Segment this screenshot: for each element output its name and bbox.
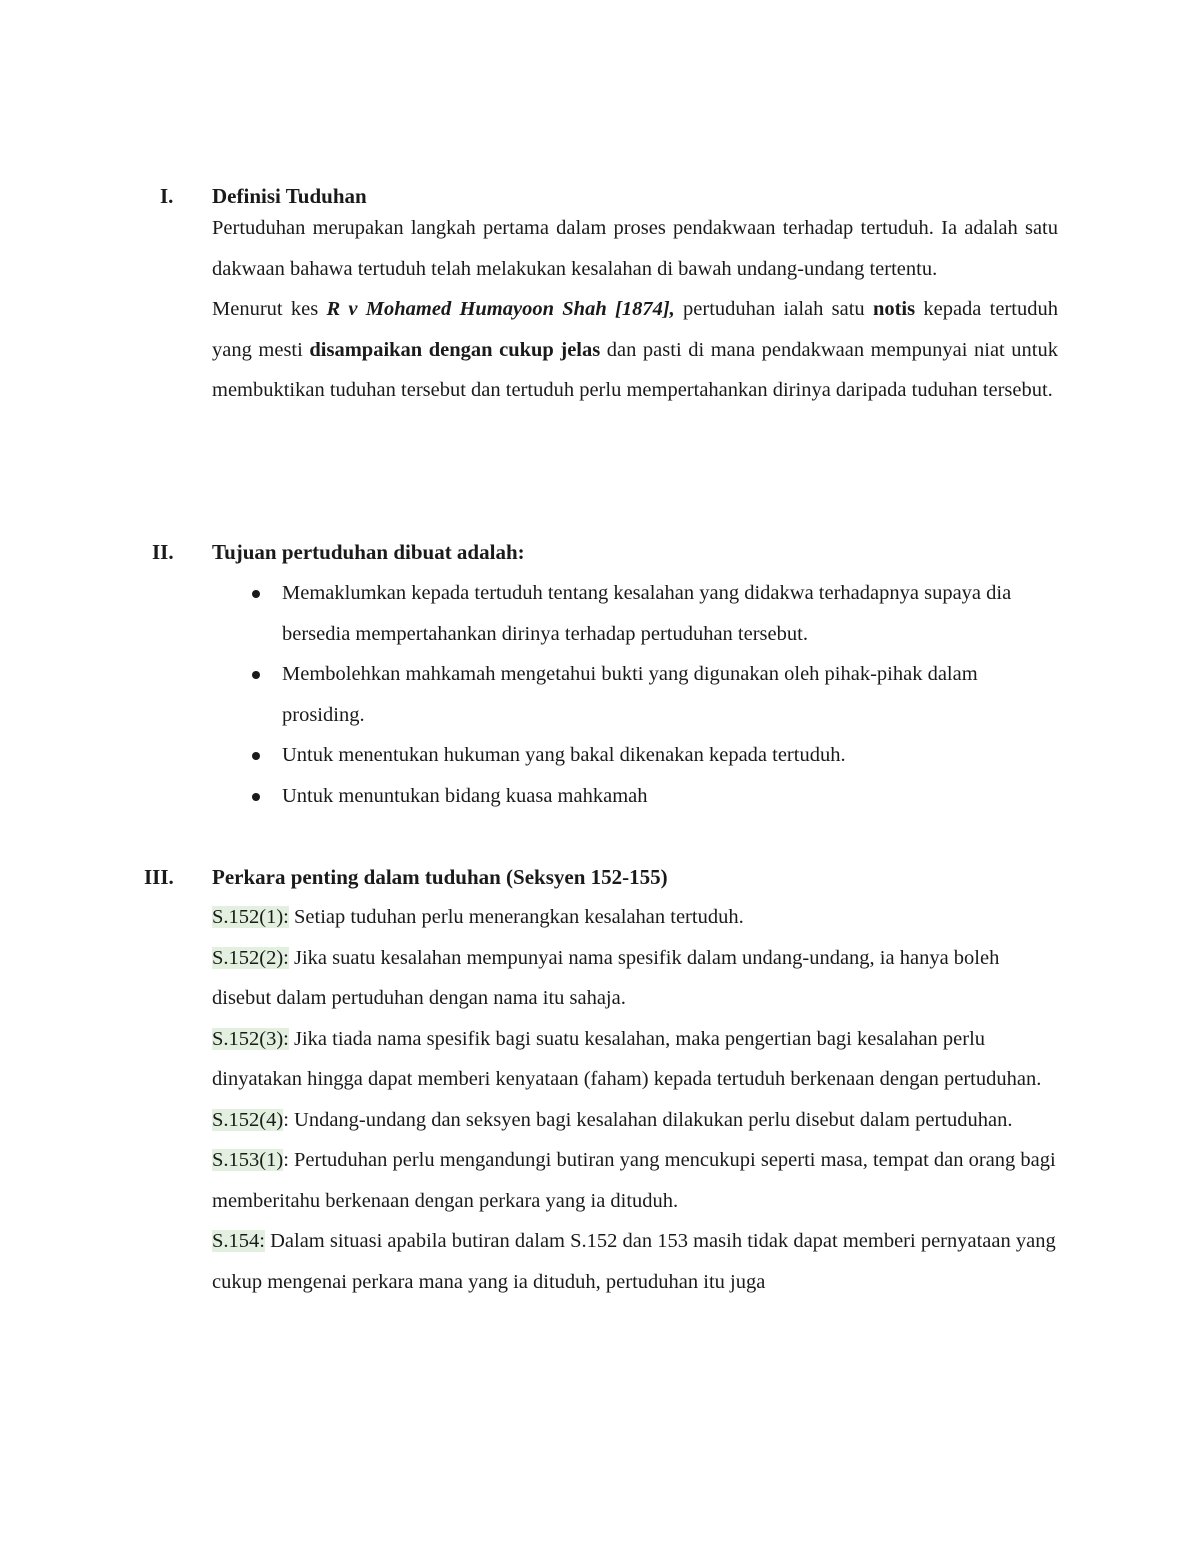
list-item [212, 776, 1058, 817]
bullet-text: Membolehkan mahkamah mengetahui bukti yang digunakan oleh pihak-pihak dalam prosiding. [282, 663, 978, 726]
section-3-heading: Perkara penting dalam tuduhan (Seksyen 152-155) [212, 865, 668, 889]
section-item-text: : Undang-undang dan seksyen bagi kesalahan dilakukan perlu disebut dalam pertuduhan. [283, 1108, 1013, 1131]
section-reference: S.152(3): [212, 1027, 289, 1050]
section-2-numeral: II. [152, 540, 174, 564]
section-3-body [212, 897, 1058, 1302]
list-item [212, 654, 1058, 735]
section-item-text: Dalam situasi apabila butiran dalam S.152 dan 153 masih tidak dapat memberi pernyataan yang cukup mengenai perkara mana yang ia dituduh, pertuduhan itu juga [212, 1230, 1056, 1293]
section-1-paragraph-1: Pertuduhan merupakan langkah pertama dalam proses pendakwaan terhadap tertuduh. Ia adalah satu dakwaan bahawa tertuduh telah melakukan kesalahan di bawah undang-undang tertentu. [212, 217, 1058, 280]
section-reference: S.152(2): [212, 946, 289, 969]
section-reference: S.153(1) [212, 1149, 284, 1171]
section-item-text: : Pertuduhan perlu mengandungi butiran yang mencukupi seperti masa, tempat dan orang bagi memberitahu berkenaan dengan perkara yang ia dituduh. [212, 1149, 1056, 1212]
section-item-text: Setiap tuduhan perlu menerangkan kesalahan tertuduh. [288, 906, 744, 928]
bullet-text: Untuk menentukan hukuman yang bakal dikenakan kepada tertuduh. [282, 744, 846, 766]
bullet-icon [252, 590, 260, 598]
section-item [212, 1140, 1058, 1221]
section-reference: S.154: [212, 1230, 265, 1252]
notis-term: notis [872, 298, 916, 320]
section-1-heading: Definisi Tuduhan [212, 184, 367, 208]
para2-text-d: dan pasti di mana pendakwaan mempunyai niat untuk membuktikan tuduhan tersebut dan tertuduh perlu mempertahankan dirinya daripada tuduhan tersebut. [212, 338, 1059, 401]
para2-text-a: Menurut kes [212, 298, 327, 320]
section-1-numeral: I. [160, 184, 174, 208]
bold-phrase: disampaikan dengan cukup jelas [309, 338, 601, 361]
para2-text-c: kepada tertuduh yang mesti [212, 298, 1058, 361]
list-item [212, 735, 1058, 776]
list-item [212, 573, 1058, 654]
case-citation: R v Mohamed Humayoon Shah [1874], [326, 298, 675, 320]
bullet-icon [252, 671, 260, 679]
section-1-paragraph-2 [212, 289, 1058, 411]
section-reference: S.152(4) [212, 1108, 284, 1131]
section-item [212, 938, 1058, 1019]
section-item [212, 1221, 1058, 1302]
bullet-icon [252, 752, 260, 760]
bullet-icon [252, 793, 260, 801]
section-2-heading: Tujuan pertuduhan dibuat adalah: [212, 540, 525, 564]
section-3-numeral: III. [144, 865, 174, 889]
section-1-body [212, 208, 1058, 411]
section-item-text: Jika tiada nama spesifik bagi suatu kesalahan, maka pengertian bagi kesalahan perlu dinyatakan hingga dapat memberi kenyataan (faham) kepada tertuduh berkenaan dengan pertuduhan. [212, 1027, 1042, 1090]
purpose-bullet-list [212, 573, 1058, 816]
section-item [212, 1019, 1058, 1100]
bullet-text: Untuk menuntukan bidang kuasa mahkamah [282, 784, 648, 807]
section-item [212, 897, 1058, 938]
section-reference: S.152(1): [212, 906, 289, 928]
section-item [212, 1100, 1058, 1141]
section-item-text: Jika suatu kesalahan mempunyai nama spesifik dalam undang-undang, ia hanya boleh disebut dalam pertuduhan dengan nama itu sahaja. [212, 946, 1000, 1009]
para2-text-b: pertuduhan ialah satu [674, 298, 873, 320]
bullet-text: Memaklumkan kepada tertuduh tentang kesalahan yang didakwa terhadapnya supaya dia bersedia mempertahankan dirinya terhadap pertuduhan tersebut. [282, 582, 1012, 645]
